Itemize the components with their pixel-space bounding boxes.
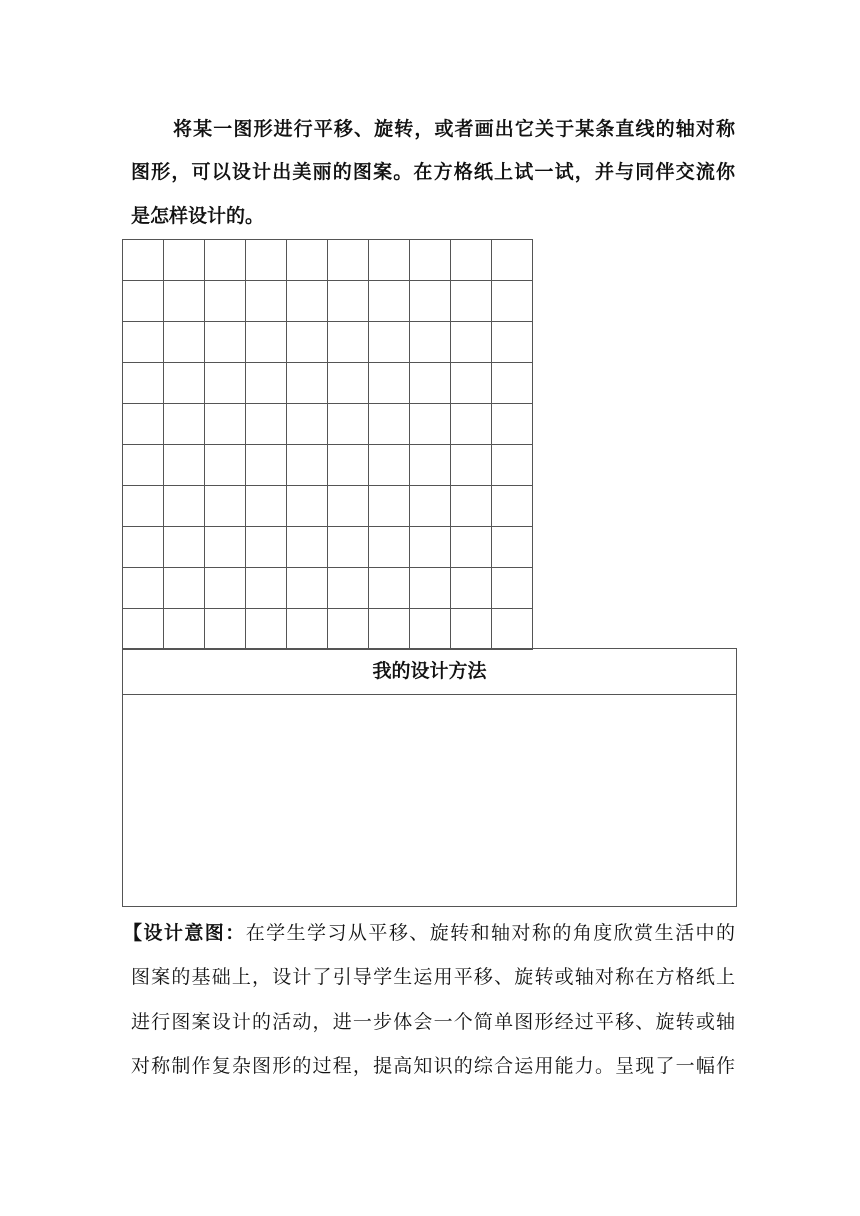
grid-cell[interactable]	[327, 567, 369, 609]
grid-cell[interactable]	[204, 608, 246, 650]
grid-cell[interactable]	[286, 567, 328, 609]
grid-cell[interactable]	[409, 321, 451, 363]
grid-cell[interactable]	[163, 280, 205, 322]
design-intent-line-3: 进行图案设计的活动，进一步体会一个简单图形经过平移、旋转或轴	[131, 1011, 735, 1033]
grid-cell[interactable]	[491, 444, 533, 486]
grid-cell[interactable]	[327, 444, 369, 486]
grid-cell[interactable]	[122, 403, 164, 445]
grid-cell[interactable]	[286, 280, 328, 322]
design-method-header: 我的设计方法	[123, 649, 736, 695]
grid-cell[interactable]	[245, 485, 287, 527]
grid-cell[interactable]	[204, 362, 246, 404]
grid-cell[interactable]	[122, 567, 164, 609]
intro-line-3: 是怎样设计的。	[131, 205, 265, 227]
grid-cell[interactable]	[409, 403, 451, 445]
grid-cell[interactable]	[163, 567, 205, 609]
grid-cell[interactable]	[491, 321, 533, 363]
grid-cell[interactable]	[245, 608, 287, 650]
grid-cell[interactable]	[245, 362, 287, 404]
grid-cell[interactable]	[163, 608, 205, 650]
grid-cell[interactable]	[491, 526, 533, 568]
grid-cell[interactable]	[409, 485, 451, 527]
design-intent-label: 【设计意图：	[123, 922, 246, 944]
grid-cell[interactable]	[122, 444, 164, 486]
grid-cell[interactable]	[245, 526, 287, 568]
grid-cell[interactable]	[368, 608, 410, 650]
design-intent-line-1	[123, 921, 735, 945]
grid-cell[interactable]	[204, 485, 246, 527]
grid-cell[interactable]	[204, 280, 246, 322]
grid-cell[interactable]	[450, 526, 492, 568]
grid-cell[interactable]	[122, 239, 164, 281]
grid-cell[interactable]	[122, 321, 164, 363]
grid-cell[interactable]	[409, 280, 451, 322]
grid-cell[interactable]	[163, 362, 205, 404]
grid-cell[interactable]	[327, 526, 369, 568]
grid-cell[interactable]	[122, 608, 164, 650]
grid-cell[interactable]	[204, 321, 246, 363]
grid-cell[interactable]	[204, 567, 246, 609]
grid-cell[interactable]	[450, 567, 492, 609]
grid-cell[interactable]	[286, 239, 328, 281]
grid-cell[interactable]	[286, 321, 328, 363]
grid-cell[interactable]	[286, 444, 328, 486]
grid-cell[interactable]	[163, 403, 205, 445]
grid-cell[interactable]	[122, 362, 164, 404]
grid-cell[interactable]	[450, 362, 492, 404]
grid-cell[interactable]	[163, 526, 205, 568]
grid-cell[interactable]	[245, 239, 287, 281]
grid-cell[interactable]	[204, 526, 246, 568]
grid-cell[interactable]	[286, 403, 328, 445]
grid-cell[interactable]	[163, 444, 205, 486]
design-intent-line-2: 图案的基础上，设计了引导学生运用平移、旋转或轴对称在方格纸上	[131, 966, 735, 988]
grid-cell[interactable]	[327, 608, 369, 650]
grid-cell[interactable]	[450, 444, 492, 486]
grid-cell[interactable]	[122, 485, 164, 527]
grid-cell[interactable]	[368, 321, 410, 363]
grid-cell[interactable]	[491, 239, 533, 281]
grid-cell[interactable]	[368, 239, 410, 281]
grid-cell[interactable]	[204, 403, 246, 445]
grid-cell[interactable]	[409, 608, 451, 650]
grid-cell[interactable]	[491, 280, 533, 322]
grid-cell[interactable]	[327, 280, 369, 322]
grid-cell[interactable]	[450, 485, 492, 527]
graph-paper-grid[interactable]	[122, 239, 532, 649]
grid-cell[interactable]	[491, 362, 533, 404]
grid-cell[interactable]	[450, 608, 492, 650]
grid-cell[interactable]	[368, 444, 410, 486]
grid-cell[interactable]	[327, 403, 369, 445]
grid-cell[interactable]	[245, 567, 287, 609]
grid-cell[interactable]	[163, 239, 205, 281]
grid-cell[interactable]	[122, 280, 164, 322]
design-method-box	[122, 648, 737, 907]
grid-cell[interactable]	[409, 239, 451, 281]
grid-cell[interactable]	[286, 608, 328, 650]
grid-cell[interactable]	[368, 362, 410, 404]
grid-cell[interactable]	[286, 362, 328, 404]
grid-cell[interactable]	[245, 280, 287, 322]
grid-cell[interactable]	[245, 321, 287, 363]
grid-cell[interactable]	[245, 403, 287, 445]
grid-cell[interactable]	[491, 403, 533, 445]
grid-cell[interactable]	[368, 567, 410, 609]
design-intent-line-4: 对称制作复杂图形的过程，提高知识的综合运用能力。呈现了一幅作	[131, 1055, 735, 1077]
grid-cell[interactable]	[368, 485, 410, 527]
grid-cell[interactable]	[368, 403, 410, 445]
grid-cell[interactable]	[450, 321, 492, 363]
grid-cell[interactable]	[368, 526, 410, 568]
grid-cell[interactable]	[122, 526, 164, 568]
grid-cell[interactable]	[409, 567, 451, 609]
grid-cell[interactable]	[245, 444, 287, 486]
intro-line-1: 将某一图形进行平移、旋转，或者画出它关于某条直线的轴对称	[173, 118, 735, 140]
grid-cell[interactable]	[163, 321, 205, 363]
grid-cell[interactable]	[450, 403, 492, 445]
grid-cell[interactable]	[491, 485, 533, 527]
grid-cell[interactable]	[491, 608, 533, 650]
grid-cell[interactable]	[286, 526, 328, 568]
grid-cell[interactable]	[409, 362, 451, 404]
grid-cell[interactable]	[286, 485, 328, 527]
grid-cell[interactable]	[327, 321, 369, 363]
grid-cell[interactable]	[491, 567, 533, 609]
grid-cell[interactable]	[409, 444, 451, 486]
grid-cell[interactable]	[327, 485, 369, 527]
grid-cell[interactable]	[450, 280, 492, 322]
grid-cell[interactable]	[450, 239, 492, 281]
grid-cell[interactable]	[163, 485, 205, 527]
grid-cell[interactable]	[327, 362, 369, 404]
grid-cell[interactable]	[327, 239, 369, 281]
grid-cell[interactable]	[368, 280, 410, 322]
design-method-answer-area[interactable]	[123, 695, 736, 906]
grid-cell[interactable]	[204, 239, 246, 281]
design-intent-text-1: 在学生学习从平移、旋转和轴对称的角度欣赏生活中的	[245, 922, 735, 944]
intro-line-2: 图形，可以设计出美丽的图案。在方格纸上试一试，并与同伴交流你	[131, 161, 735, 183]
grid-cell[interactable]	[204, 444, 246, 486]
grid-cell[interactable]	[409, 526, 451, 568]
